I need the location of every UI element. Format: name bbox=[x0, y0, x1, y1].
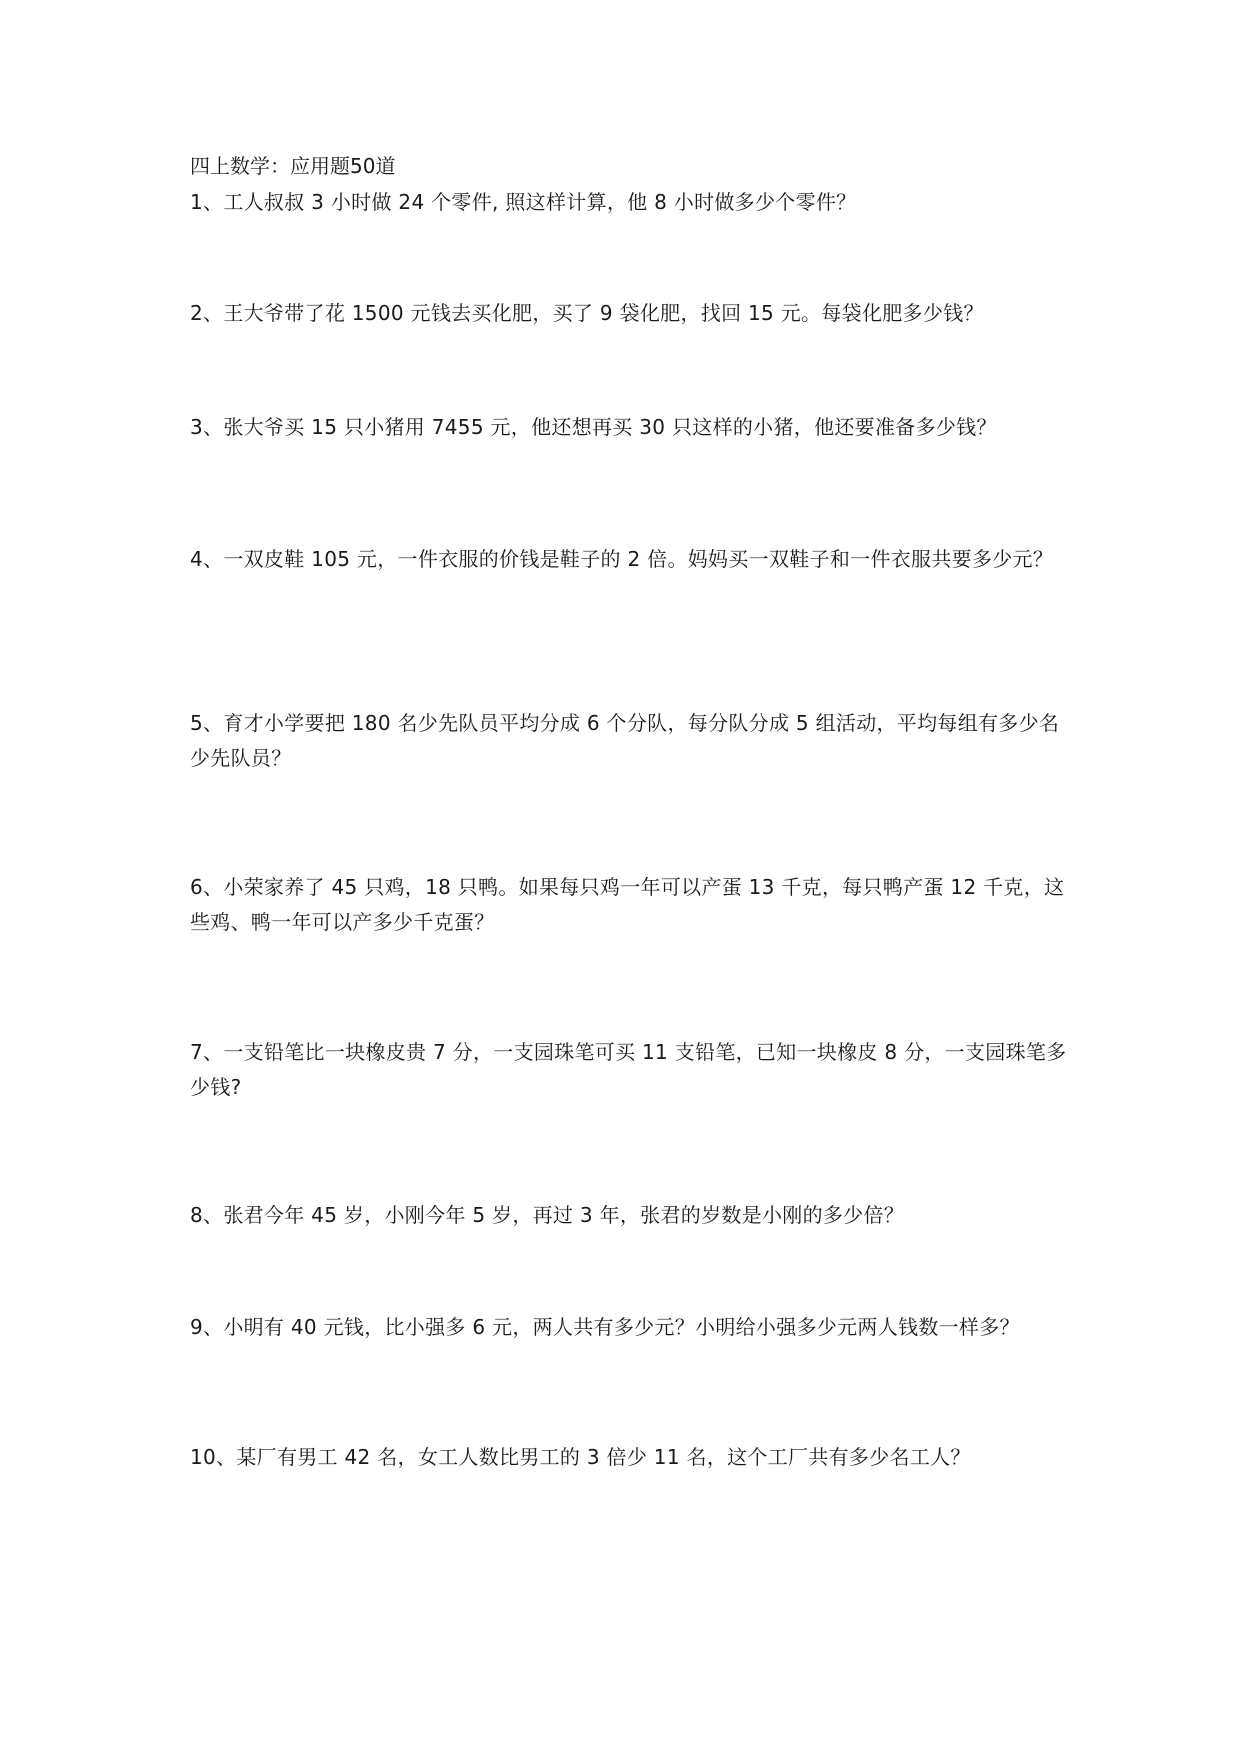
question-4: 4、一双皮鞋 105 元，一件衣服的价钱是鞋子的 2 倍。妈妈买一双鞋子和一件衣服共要多少元？ bbox=[190, 547, 1054, 571]
question-10: 10、某厂有男工 42 名，女工人数比男工的 3 倍少 11 名，这个工厂共有多少名工人？ bbox=[190, 1445, 971, 1469]
question-9: 9、小明有 40 元钱，比小强多 6 元，两人共有多少元？小明给小强多少元两人钱数一样多？ bbox=[190, 1315, 1020, 1339]
question-3: 3、张大爷买 15 只小猪用 7455 元，他还想再买 30 只这样的小猪，他还要准备多少钱？ bbox=[190, 415, 997, 439]
question-1: 1、工人叔叔 3 小时做 24 个零件, 照这样计算，他 8 小时做多少个零件？ bbox=[190, 190, 857, 214]
question-8: 8、张君今年 45 岁，小刚今年 5 岁，再过 3 年，张君的岁数是小刚的多少倍？ bbox=[190, 1203, 905, 1227]
question-2: 2、王大爷带了花 1500 元钱去买化肥，买了 9 袋化肥，找回 15 元。每袋化肥多少钱？ bbox=[190, 301, 984, 325]
question-5: 5、育才小学要把 180 名少先队员平均分成 6 个分队，每分队分成 5 组活动，平均每组有多少名少先队员？ bbox=[190, 711, 1060, 770]
question-6: 6、小荣家养了 45 只鸡，18 只鸭。如果每只鸡一年可以产蛋 13 千克，每只鸭产蛋 12 千克，这些鸡、鸭一年可以产多少千克蛋？ bbox=[190, 875, 1065, 934]
question-7: 7、一支铅笔比一块橡皮贵 7 分，一支园珠笔可买 11 支铅笔，已知一块橡皮 8 分，一支园珠笔多少钱? bbox=[190, 1040, 1067, 1099]
document-title: 四上数学：应用题50道 bbox=[190, 154, 396, 178]
